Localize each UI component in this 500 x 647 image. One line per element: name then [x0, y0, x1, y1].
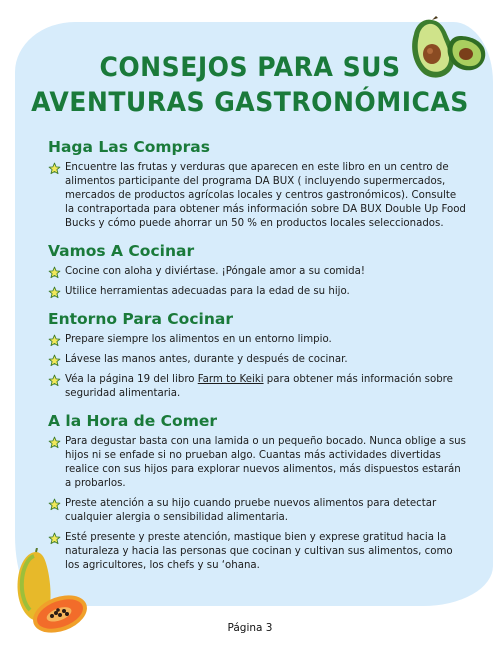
- page-title: [18, 50, 483, 120]
- title-line-1: CONSEJOS PARA SUS: [99, 52, 401, 83]
- section-heading: Entorno Para Cocinar: [48, 310, 233, 328]
- link-item-suffix: para obtener más información sobre seguridad alimentaria.: [65, 374, 453, 399]
- section-heading: Vamos A Cocinar: [48, 242, 195, 260]
- list-item-text: Encuentre las frutas y verduras que aparecen en este libro en un centro de alimentos participante del programa DA BUX ( incluyendo supermercados, mercados de productos agrícolas locales y centros gastronómicos). Consulte la contraportada para obtener más información sobre DA BUX Double Up Food Bucks y cómo puede ahorrar un 50 % en productos locales seleccionados.: [65, 162, 466, 229]
- section-shopping: [48, 137, 468, 231]
- tips-content: [48, 137, 468, 583]
- list-item: [48, 161, 468, 231]
- farm-to-keiki-link[interactable]: Farm to Keiki: [197, 374, 264, 385]
- list-item: [48, 531, 468, 573]
- list-item: [48, 353, 468, 367]
- list-item-text: Prepare siempre los alimentos en un entorno limpio.: [65, 334, 332, 345]
- list-item-text: Para degustar basta con una lamida o un pequeño bocado. Nunca oblige a sus hijos ni se enfade si no prueban algo. Cuantas más actividades divertidas realice con sus hijos para explorar nuevos alimentos, más dispuestos estarán a probarlos.: [65, 436, 466, 489]
- list-item-text: [65, 373, 468, 401]
- list-item-text: Utilice herramientas adecuadas para la edad de su hijo.: [65, 286, 350, 297]
- list-item: [48, 497, 468, 525]
- list-item-text: Cocine con aloha y diviértase. ¡Póngale amor a su comida!: [65, 266, 365, 277]
- section-heading: A la Hora de Comer: [48, 412, 218, 430]
- star-icon: [48, 286, 61, 299]
- list-item: [48, 373, 468, 401]
- list-item-text: Lávese las manos antes, durante y después de cocinar.: [65, 354, 348, 365]
- list-item: [48, 285, 468, 299]
- list-item-text: Preste atención a su hijo cuando pruebe nuevos alimentos para detectar cualquier alergia o sensibilidad alimentaria.: [65, 498, 437, 523]
- star-icon: [48, 266, 61, 279]
- section-cooking: [48, 241, 468, 299]
- star-icon: [48, 498, 61, 511]
- star-icon: [48, 436, 61, 449]
- section-heading: Haga Las Compras: [48, 138, 210, 156]
- section-mealtime: [48, 411, 468, 573]
- link-item-prefix: Véa la página 19 del libro: [65, 374, 198, 385]
- list-item: [48, 435, 468, 491]
- list-item: [48, 333, 468, 347]
- star-icon: [48, 354, 61, 367]
- star-icon: [48, 532, 61, 545]
- title-line-2: AVENTURAS GASTRONÓMICAS: [31, 87, 469, 118]
- star-icon: [48, 334, 61, 347]
- section-kitchen-environment: [48, 309, 468, 401]
- star-icon: [48, 162, 61, 175]
- star-icon: [48, 374, 61, 387]
- page-number: Página 3: [227, 622, 273, 634]
- list-item-text: Esté presente y preste atención, mastique bien y exprese gratitud hacia la naturaleza y hacia las personas que cocinan y cultivan sus alimentos, como los agricultores, los chefs y su ‘ohana.: [65, 532, 453, 571]
- list-item: [48, 265, 468, 279]
